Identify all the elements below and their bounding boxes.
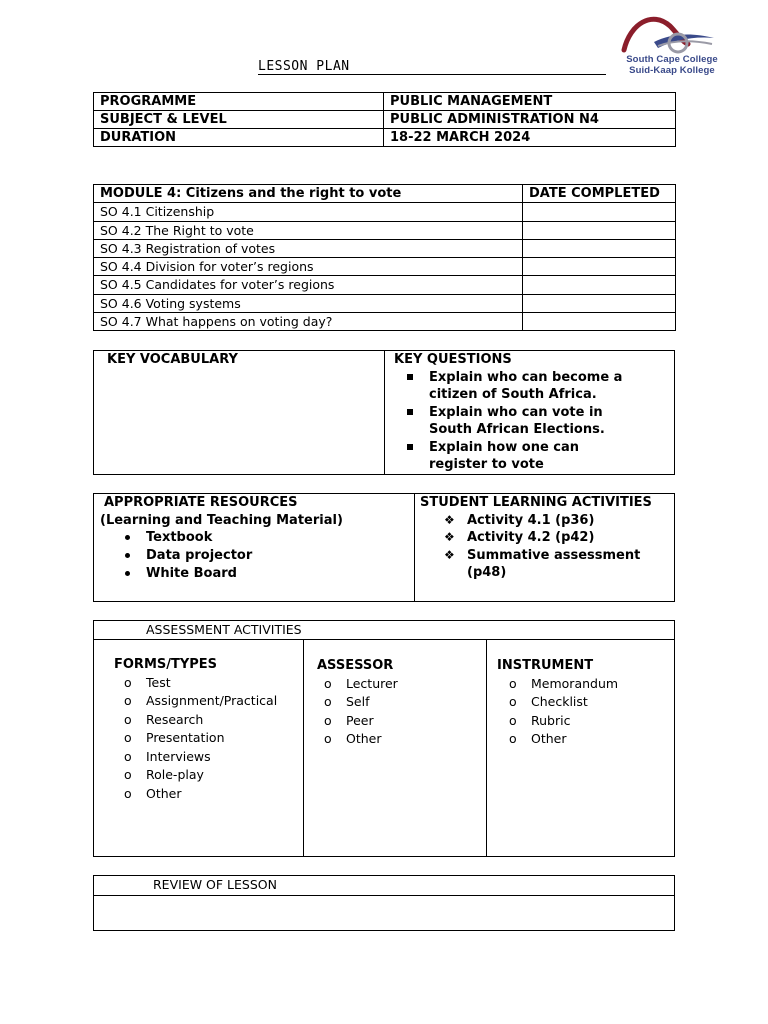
form-text: Research — [146, 711, 204, 727]
key-questions-title: KEY QUESTIONS — [394, 352, 512, 367]
table-row — [94, 93, 676, 111]
duration-label: DURATION — [94, 129, 384, 147]
key-vocabulary-title: KEY VOCABULARY — [107, 352, 238, 367]
circle-bullet-icon: o — [124, 767, 132, 782]
form-text: Other — [146, 785, 182, 801]
table-row — [94, 313, 676, 331]
resources-title: APPROPRIATE RESOURCES — [104, 495, 298, 510]
outcome-cell: SO 4.6 Voting systems — [94, 294, 523, 312]
square-bullet-icon — [407, 409, 413, 415]
list-item — [104, 785, 303, 804]
instrument-text: Memorandum — [531, 675, 619, 691]
resources-list — [94, 529, 414, 583]
review-box — [93, 875, 675, 931]
list-item — [415, 512, 675, 530]
form-text: Role-play — [146, 767, 204, 782]
form-text: Presentation — [146, 730, 225, 745]
diamond-bullet-icon: ❖ — [444, 512, 455, 527]
round-bullet-icon — [125, 571, 130, 576]
list-item — [104, 674, 303, 693]
college-logo — [618, 12, 718, 78]
list-item — [104, 766, 303, 785]
assessor-section — [304, 657, 486, 749]
resources-subtitle: (Learning and Teaching Material) — [100, 512, 343, 528]
list-item — [304, 675, 486, 694]
forms-list — [94, 674, 303, 804]
circle-bullet-icon: o — [124, 730, 132, 745]
outcome-cell: SO 4.7 What happens on voting day? — [94, 313, 523, 331]
title-underline — [258, 74, 606, 75]
logo-text-line1: South Cape College — [626, 54, 718, 65]
assessment-title: ASSESSMENT ACTIVITIES — [146, 622, 302, 637]
question-text: Explain how one can register to vote — [429, 439, 580, 472]
circle-bullet-icon: o — [124, 748, 132, 764]
assessor-text: Peer — [346, 712, 374, 728]
list-item — [94, 529, 414, 547]
assessor-text: Lecturer — [346, 675, 398, 691]
programme-label: PROGRAMME — [94, 93, 384, 111]
activities-list — [415, 512, 675, 582]
instrument-section — [487, 657, 675, 749]
table-row — [94, 258, 676, 276]
activity-text: Activity 4.1 (p36) — [467, 512, 595, 528]
circle-bullet-icon: o — [124, 693, 132, 708]
square-bullet-icon — [407, 374, 413, 380]
list-item — [385, 439, 625, 474]
form-text: Interviews — [146, 748, 211, 764]
date-cell — [523, 203, 676, 221]
assessment-header — [94, 621, 674, 640]
resources-box — [93, 493, 675, 602]
assessor-list — [304, 675, 486, 749]
page-title: LESSON PLAN — [258, 59, 350, 74]
subject-label: SUBJECT & LEVEL — [94, 111, 384, 129]
activity-text: Summative assessment (p48) — [467, 547, 641, 580]
date-cell — [523, 239, 676, 257]
list-item — [304, 693, 486, 712]
list-item — [415, 529, 675, 547]
logo-text-line2: Suid-Kaap Kollege — [629, 65, 715, 76]
circle-bullet-icon: o — [509, 712, 517, 728]
forms-title: FORMS/TYPES — [114, 657, 218, 672]
circle-bullet-icon: o — [124, 711, 132, 727]
assessment-box — [93, 620, 675, 857]
question-text: Explain who can vote in South African Elections. — [429, 404, 605, 437]
circle-bullet-icon: o — [509, 675, 517, 691]
table-row — [94, 294, 676, 312]
programme-value: PUBLIC MANAGEMENT — [384, 93, 676, 111]
outcome-cell: SO 4.1 Citizenship — [94, 203, 523, 221]
diamond-bullet-icon: ❖ — [444, 530, 455, 544]
list-item — [104, 692, 303, 711]
form-text: Test — [146, 674, 171, 690]
question-text: Explain who can become a citizen of South Africa. — [429, 369, 623, 402]
list-item — [94, 547, 414, 565]
table-row — [94, 203, 676, 221]
list-item — [415, 547, 675, 582]
module-header: MODULE 4: Citizens and the right to vote — [94, 185, 523, 203]
table-row — [94, 221, 676, 239]
circle-bullet-icon: o — [324, 675, 332, 691]
table-row — [94, 239, 676, 257]
module-table — [93, 184, 676, 331]
review-title: REVIEW OF LESSON — [153, 877, 277, 892]
square-bullet-icon — [407, 444, 413, 450]
circle-bullet-icon: o — [324, 694, 332, 709]
instrument-list — [487, 675, 675, 749]
table-row — [94, 111, 676, 129]
instrument-text: Checklist — [531, 694, 588, 709]
outcome-cell: SO 4.3 Registration of votes — [94, 239, 523, 257]
circle-bullet-icon: o — [324, 712, 332, 728]
list-item — [104, 711, 303, 730]
resource-text: Textbook — [146, 530, 213, 545]
date-completed-header: DATE COMPLETED — [523, 185, 676, 203]
subject-value: PUBLIC ADMINISTRATION N4 — [384, 111, 676, 129]
circle-bullet-icon: o — [509, 694, 517, 709]
date-cell — [523, 313, 676, 331]
circle-bullet-icon: o — [124, 785, 132, 801]
list-item — [104, 748, 303, 767]
activities-section — [415, 494, 675, 582]
duration-value: 18-22 MARCH 2024 — [384, 129, 676, 147]
outcome-cell: SO 4.5 Candidates for voter’s regions — [94, 276, 523, 294]
forms-section — [94, 656, 303, 803]
list-item — [94, 565, 414, 583]
instrument-text: Other — [531, 731, 567, 746]
form-text: Assignment/Practical — [146, 693, 278, 708]
outcome-cell: SO 4.4 Division for voter’s regions — [94, 258, 523, 276]
assessor-text: Other — [346, 731, 382, 746]
list-item — [385, 404, 625, 439]
list-item — [489, 712, 675, 731]
assessor-text: Self — [346, 694, 370, 709]
resource-text: Data projector — [146, 548, 253, 563]
round-bullet-icon — [125, 535, 130, 540]
table-row — [94, 276, 676, 294]
table-row — [94, 129, 676, 147]
list-item — [304, 712, 486, 731]
date-cell — [523, 221, 676, 239]
instrument-title: INSTRUMENT — [497, 658, 594, 673]
activities-title: STUDENT LEARNING ACTIVITIES — [420, 495, 652, 510]
assessor-title: ASSESSOR — [317, 658, 394, 673]
resource-text: White Board — [146, 566, 237, 581]
circle-bullet-icon: o — [124, 674, 132, 690]
key-questions-list — [385, 369, 625, 474]
round-bullet-icon — [125, 553, 130, 558]
list-item — [489, 730, 675, 749]
circle-bullet-icon: o — [509, 731, 517, 746]
date-cell — [523, 258, 676, 276]
circle-bullet-icon: o — [324, 731, 332, 746]
outcome-cell: SO 4.2 The Right to vote — [94, 221, 523, 239]
vocabulary-box — [93, 350, 675, 475]
table-header-row — [94, 185, 676, 203]
list-item — [489, 693, 675, 712]
list-item — [489, 675, 675, 694]
list-item — [104, 729, 303, 748]
activity-text: Activity 4.2 (p42) — [467, 530, 595, 545]
review-header — [94, 876, 674, 896]
diamond-bullet-icon: ❖ — [444, 547, 455, 562]
date-cell — [523, 294, 676, 312]
date-cell — [523, 276, 676, 294]
instrument-text: Rubric — [531, 712, 571, 728]
list-item — [385, 369, 625, 404]
resources-section — [94, 494, 414, 583]
programme-table — [93, 92, 676, 147]
college-logo-icon — [618, 12, 718, 56]
key-questions-section — [385, 351, 675, 474]
list-item — [304, 730, 486, 749]
